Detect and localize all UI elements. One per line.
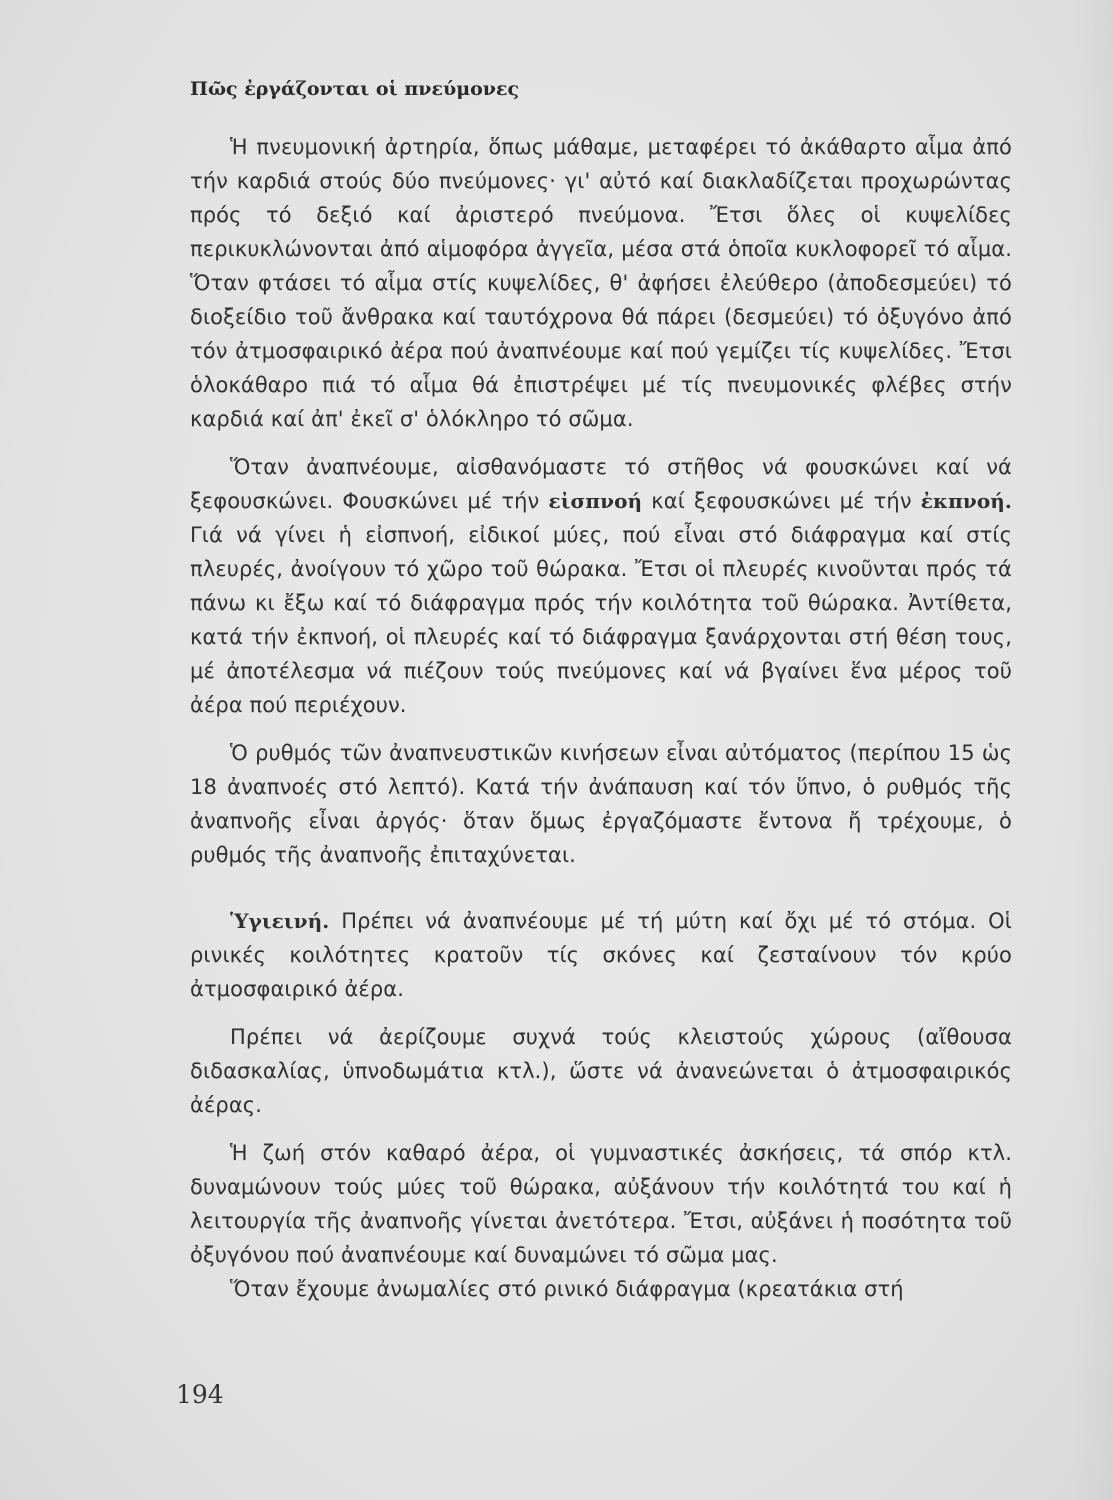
breathing-text-3: Γιά νά γίνει ἡ εἰσπνοή, εἰδικοί μύες, πού εἶναι στό διάφραγμα καί στίς πλευρές, ἀνοίγουν τό χῶρο τοῦ θώρακα. Ἔτσι οἱ πλευρές κινοῦνται πρός τά πάνω κι ἔξω καί τό διάφραγμα πρός τήν κοιλότητα τοῦ θώρακα. Ἀντίθετα, κατά τήν ἐκπνοή, οἱ πλευρές καί τό διάφραγμα ξανάρχονται στή θέση τους, μέ ἀποτέλεσμα νά πιέζουν τούς πνεύμονες καί νά βγαίνει ἕνα μέρος τοῦ ἀέρα πού περιέχουν. <box>190 523 1012 717</box>
paragraph-breathing <box>190 450 1012 722</box>
paragraph-ventilation: Πρέπει νά ἀερίζουμε συχνά τούς κλειστούς χώρους (αἴθουσα διδασκαλίας, ὑπνοδωμάτια κτλ.), ὥστε νά ἀνανεώνεται ὁ ἀτμοσφαιρικός ἀέρας. <box>190 1025 1012 1117</box>
paragraph-hygiene <box>190 904 1012 1006</box>
section-heading: Πῶς ἐργάζονται οἱ πνεύμονες <box>190 78 520 100</box>
breathing-text-2: καί ξεφουσκώνει μέ τήν <box>642 489 921 513</box>
paragraph-rhythm: Ὁ ρυθμός τῶν ἀναπνευστικῶν κινήσεων εἶναι αὐτόματος (περίπου 15 ὡς 18 ἀναπνοές στό λεπτό). Κατά τήν ἀνάπαυση καί τόν ὕπνο, ὁ ρυθμός τῆς ἀναπνοῆς εἶναι ἀργός· ὅταν ὅμως ἐργαζόμαστε ἔντονα ἤ τρέχουμε, ὁ ρυθμός τῆς ἀναπνοῆς ἐπιταχύνεται. <box>190 741 1012 867</box>
body-text <box>190 130 1012 1306</box>
page-edge-shadow <box>1073 0 1113 1500</box>
paragraph-fresh-air: Ἡ ζωή στόν καθαρό ἀέρα, οἱ γυμναστικές ἀσκήσεις, τά σπόρ κτλ. δυναμώνουν τούς μύες τοῦ θώρακα, αὐξάνουν τήν κοιλότητά του καί ἡ λειτουργία τῆς ἀναπνοῆς γίνεται ἀνετότερα. Ἔτσι, αὐξάνει ἡ ποσότητα τοῦ ὀξυγόνου πού ἀναπνέουμε καί δυναμώνει τό σῶμα μας. <box>190 1141 1012 1267</box>
term-exhalation: ἐκπνοή. <box>920 489 1012 513</box>
paragraph-pulmonary-artery: Ἡ πνευμονική ἀρτηρία, ὅπως μάθαμε, μεταφέρει τό ἀκάθαρτο αἷμα ἀπό τήν καρδιά στούς δύο πνεύμονες· γι' αὐτό καί διακλαδίζεται προχωρώντας πρός τό δεξιό καί ἀριστερό πνεύμονα. Ἔτσι ὅλες οἱ κυψελίδες περικυκλώνονται ἀπό αἱμοφόρα ἀγγεῖα, μέσα στά ὁποῖα κυκλοφορεῖ τό αἷμα. Ὅταν φτάσει τό αἷμα στίς κυψελίδες, θ' ἀφήσει ἐλεύθερο (ἀποδεσμεύει) τό διοξείδιο τοῦ ἄνθρακα καί ταυτόχρονα θά πάρει (δεσμεύει) τό ὀξυγόνο ἀπό τόν ἀτμοσφαιρικό ἀέρα πού ἀναπνέουμε καί πού γεμίζει τίς κυψελίδες. Ἔτσι ὁλοκάθαρο πιά τό αἷμα θά ἐπιστρέψει μέ τίς πνευμονικές φλέβες στήν καρδιά καί ἀπ' ἐκεῖ σ' ὁλόκληρο τό σῶμα. <box>190 135 1012 431</box>
hygiene-label: Ὑγιεινή. <box>230 909 330 933</box>
paragraph-anomalies: Ὅταν ἔχουμε ἀνωμαλίες στό ρινικό διάφραγμα (κρεατάκια στή <box>230 1277 904 1301</box>
breathing-text-1: Ὅταν ἀναπνέουμε, αἰσθανόμαστε τό στῆθος νά φουσκώνει καί νά ξεφουσκώνει. Φουσκώνει μέ τήν <box>190 455 1012 513</box>
page-number: 194 <box>176 1380 224 1409</box>
term-inhalation: εἰσπνοή <box>548 489 643 513</box>
hygiene-text: Πρέπει νά ἀναπνέουμε μέ τή μύτη καί ὄχι μέ τό στόμα. Οἱ ρινικές κοιλότητες κρατοῦν τίς σκόνες καί ζεσταίνουν τόν κρύο ἀτμοσφαιρικό ἀέρα. <box>190 909 1012 1001</box>
